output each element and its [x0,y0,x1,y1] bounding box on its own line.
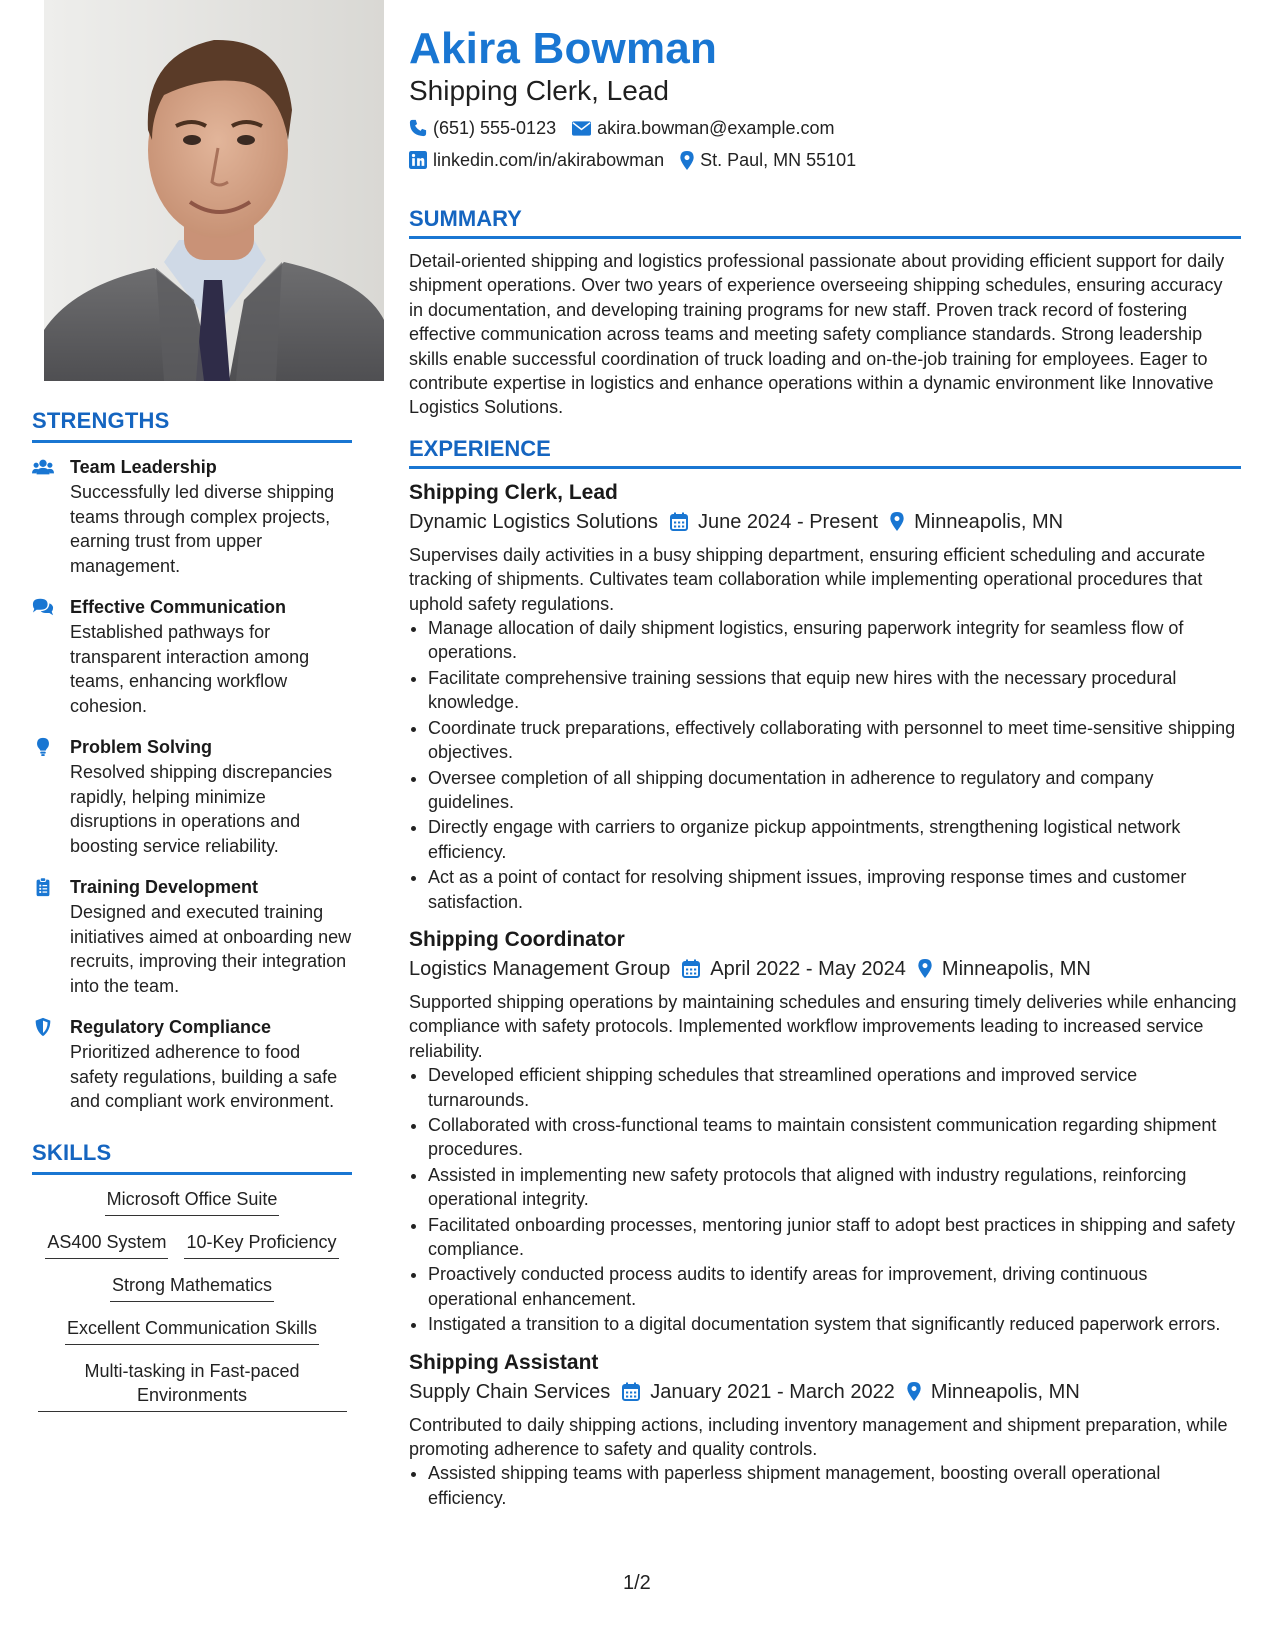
job-location: Minneapolis, MN [914,510,1064,533]
comments-icon [32,597,54,617]
skill-item: Strong Mathematics [110,1273,274,1302]
job-bullet: • Assisted in implementing new safety protocols that aligned with industry regulations, reinforcing operational integrity. [428,1163,1241,1212]
skills-heading: SKILLS [32,1140,352,1175]
phone-contact [409,116,556,140]
job-dates: January 2021 - March 2022 [650,1380,895,1403]
strength-desc: Prioritized adherence to food safety regulations, building a safe and compliant work environment. [70,1042,338,1111]
strength-title: Regulatory Compliance [70,1017,272,1037]
location-contact [680,148,856,172]
job-bullet: • Facilitate comprehensive training sessions that equip new hires with the necessary procedural knowledge. [428,666,1241,715]
job-entry [409,1349,1241,1511]
skill-item: Microsoft Office Suite [105,1187,280,1216]
job-bullets [409,616,1241,914]
job-bullet: • Manage allocation of daily shipment logistics, ensuring paperwork integrity for seamless flow of operations. [428,616,1241,665]
strength-title: Training Development [70,877,259,897]
contact-row [409,116,1241,140]
company-name: Logistics Management Group [409,957,671,980]
experience-section [409,436,1241,1510]
right-column [409,22,1241,1511]
experience-heading: EXPERIENCE [409,436,1241,469]
strength-item [32,595,352,718]
company-name: Dynamic Logistics Solutions [409,510,658,533]
strength-desc: Designed and executed training initiatives aimed at onboarding new recruits, improving their integration into the team. [70,902,352,996]
job-title: Shipping Coordinator [409,927,625,951]
map-pin-icon [680,151,694,170]
job-title: Shipping Clerk, Lead [409,480,618,504]
strengths-heading: STRENGTHS [32,408,352,443]
candidate-title: Shipping Clerk, Lead [409,75,669,106]
job-bullet: • Directly engage with carriers to organize pickup appointments, strengthening logistical network efficiency. [428,815,1241,864]
job-bullet: • Facilitated onboarding processes, mentoring junior staff to adopt best practices in shipping and safety compliance. [428,1213,1241,1262]
job-bullet: • Instigated a transition to a digital documentation system that significantly reduced paperwork errors. [428,1312,1241,1336]
job-bullet: • Collaborated with cross-functional teams to maintain consistent communication regarding shipment procedures. [428,1113,1241,1162]
email-link[interactable]: akira.bowman@example.com [597,118,835,138]
skill-item: AS400 System [45,1230,168,1259]
skill-row [32,1187,352,1216]
summary-heading: SUMMARY [409,206,1241,239]
location-text: St. Paul, MN 55101 [700,150,857,170]
summary-section [409,206,1241,420]
job-title: Shipping Assistant [409,1350,599,1374]
strength-title: Team Leadership [70,457,217,477]
job-meta [409,507,1241,537]
job-bullet: • Assisted shipping teams with paperless shipment management, boosting overall operational efficiency. [428,1461,1241,1510]
job-bullet: • Act as a point of contact for resolving shipment issues, improving response times and customer satisfaction. [428,865,1241,914]
lightbulb-icon [32,737,54,757]
job-dates: April 2022 - May 2024 [710,957,906,980]
job-bullet: • Proactively conducted process audits to identify areas for improvement, driving continuous operational enhancement. [428,1262,1241,1311]
job-meta [409,954,1241,984]
strength-item [32,735,352,858]
calendar-icon [670,512,688,531]
job-location: Minneapolis, MN [930,1380,1080,1403]
email-contact[interactable] [572,116,834,140]
users-icon [32,457,54,477]
map-pin-icon [918,959,932,978]
job-bullets [409,1063,1241,1336]
phone-text: (651) 555-0123 [433,118,557,138]
clipboard-list-icon [32,877,54,897]
map-pin-icon [890,512,904,531]
skills-section [32,1140,352,1412]
job-summary: Supervises daily activities in a busy shipping department, ensuring efficient scheduling and accurate tracking of shipments. Cultivates team collaboration while implementing operational procedures that uphold safety regulations. [409,544,1206,614]
left-column [32,408,352,1426]
job-dates: June 2024 - Present [698,510,879,533]
candidate-name: Akira Bowman [409,24,718,73]
strength-item [32,1015,352,1114]
job-bullet: • Developed efficient shipping schedules that streamlined operations and improved service turnarounds. [428,1063,1241,1112]
skill-row [32,1359,352,1412]
skill-row [32,1316,352,1345]
job-entry [409,926,1241,1337]
skill-item: Excellent Communication Skills [65,1316,319,1345]
skill-row [32,1230,352,1259]
skill-row [32,1273,352,1302]
page-number: 1/2 [623,1572,651,1594]
linkedin-contact[interactable] [409,148,664,172]
job-bullet: • Oversee completion of all shipping documentation in adherence to regulatory and company guidelines. [428,766,1241,815]
strength-title: Effective Communication [70,597,287,617]
contact-row [409,148,1241,172]
summary-text: Detail-oriented shipping and logistics professional passionate about providing efficient support for daily shipment operations. Over two years of experience overseeing shipping schedules, ensuring accuracy in documentation, and developing training programs for new staff. Proven track record of fostering effective communication across teams and meeting safety compliance standards. Strong leadership skills enable successful coordination of truck loading and on-the-job training for employees. Eager to contribute expertise in logistics and enhance operations within a dynamic environment like Innovative Logistics Solutions. [409,251,1225,418]
skill-item: 10-Key Proficiency [184,1230,338,1259]
company-name: Supply Chain Services [409,1380,611,1403]
strength-desc: Successfully led diverse shipping teams through complex projects, earning trust from upper management. [70,482,335,576]
strength-item [32,455,352,578]
map-pin-icon [907,1382,921,1401]
job-location: Minneapolis, MN [941,957,1091,980]
job-bullet: • Coordinate truck preparations, effectively collaborating with personnel to meet time-sensitive shipping objectives. [428,716,1241,765]
job-entry [409,479,1241,914]
linkedin-link[interactable]: linkedin.com/in/akirabowman [433,150,665,170]
envelope-icon [572,121,591,136]
strength-desc: Resolved shipping discrepancies rapidly, helping minimize disruptions in operations and boosting service reliability. [70,762,333,856]
job-meta [409,1377,1241,1407]
strength-desc: Established pathways for transparent interaction among teams, enhancing workflow cohesion. [70,622,310,716]
skill-item: Multi-tasking in Fast-paced Environments [38,1359,347,1412]
job-summary: Contributed to daily shipping actions, including inventory management and shipment preparation, while promoting adherence to safety and quality controls. [409,1414,1228,1460]
strength-title: Problem Solving [70,737,213,757]
job-summary: Supported shipping operations by maintaining schedules and ensuring timely deliveries while enhancing compliance with safety protocols. Implemented workflow improvements leading to increased service reliability. [409,991,1237,1061]
calendar-icon [622,1382,640,1401]
shield-icon [32,1017,54,1037]
strength-item [32,875,352,998]
calendar-icon [682,959,700,978]
profile-photo [44,0,384,381]
linkedin-icon [409,151,427,169]
phone-icon [409,119,427,137]
job-bullets [409,1461,1241,1510]
